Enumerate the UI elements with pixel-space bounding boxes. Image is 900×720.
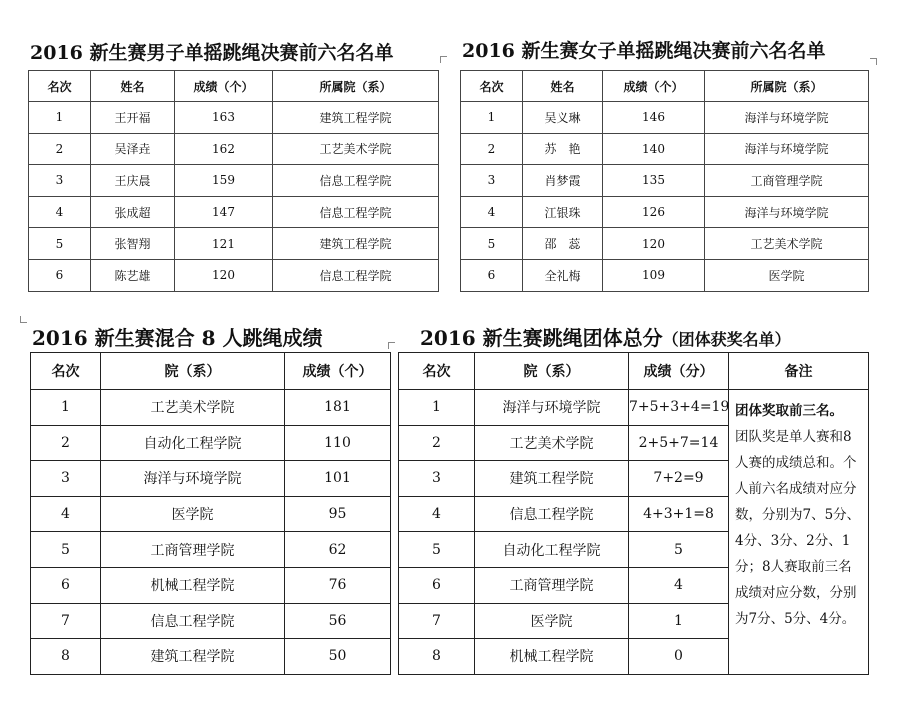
- name-cell: 陈艺雄: [91, 259, 175, 291]
- table-header-row: [399, 353, 869, 390]
- table-row: [31, 390, 391, 426]
- name-cell: 邵 蕊: [523, 228, 603, 260]
- table-row: [29, 165, 439, 197]
- score-cell: 95: [285, 496, 391, 532]
- table-row: [31, 639, 391, 675]
- mixed-table-title: 2016 新生赛混合 8 人跳绳成绩: [32, 326, 323, 350]
- score-cell: 162: [175, 133, 273, 165]
- header-rank: 名次: [399, 353, 475, 390]
- college-cell: 信息工程学院: [101, 603, 285, 639]
- men-results-table: [28, 70, 439, 292]
- college-cell: 自动化工程学院: [101, 425, 285, 461]
- score-cell: 7+2=9: [629, 461, 729, 497]
- college-cell: 海洋与环境学院: [705, 133, 869, 165]
- college-cell: 机械工程学院: [475, 639, 629, 675]
- college-cell: 工商管理学院: [101, 532, 285, 568]
- score-cell: 4+3+1=8: [629, 496, 729, 532]
- rank-cell: 6: [31, 567, 101, 603]
- table-row: [29, 196, 439, 228]
- score-cell: 163: [175, 102, 273, 134]
- team-title-main: 2016 新生赛跳绳团体总分: [420, 326, 663, 350]
- score-cell: 109: [603, 259, 705, 291]
- rank-cell: 4: [29, 196, 91, 228]
- corner-mark: [440, 56, 447, 63]
- table-row: [461, 133, 869, 165]
- women-table-title: 2016 新生赛女子单摇跳绳决赛前六名名单: [462, 40, 826, 62]
- rank-cell: 6: [29, 259, 91, 291]
- name-cell: 张成超: [91, 196, 175, 228]
- women-results-table: [460, 70, 869, 292]
- college-cell: 海洋与环境学院: [705, 102, 869, 134]
- college-cell: 机械工程学院: [101, 567, 285, 603]
- score-cell: 110: [285, 425, 391, 461]
- score-cell: 135: [603, 165, 705, 197]
- rank-cell: 1: [461, 102, 523, 134]
- college-cell: 医学院: [705, 259, 869, 291]
- name-cell: 吴义琳: [523, 102, 603, 134]
- table-row: [461, 102, 869, 134]
- score-cell: 146: [603, 102, 705, 134]
- name-cell: 张智翔: [91, 228, 175, 260]
- score-cell: 126: [603, 196, 705, 228]
- score-cell: 120: [603, 228, 705, 260]
- table-row: [29, 228, 439, 260]
- rank-cell: 5: [29, 228, 91, 260]
- college-cell: 海洋与环境学院: [101, 461, 285, 497]
- table-header-row: [461, 71, 869, 102]
- college-cell: 医学院: [101, 496, 285, 532]
- name-cell: 苏 艳: [523, 133, 603, 165]
- college-cell: 工艺美术学院: [101, 390, 285, 426]
- score-cell: 181: [285, 390, 391, 426]
- rank-cell: 8: [31, 639, 101, 675]
- name-cell: 吴泽垚: [91, 133, 175, 165]
- score-cell: 7+5+3+4=19: [629, 390, 729, 426]
- score-cell: 1: [629, 603, 729, 639]
- college-cell: 海洋与环境学院: [475, 390, 629, 426]
- rank-cell: 7: [399, 603, 475, 639]
- corner-mark: [20, 316, 27, 323]
- college-cell: 信息工程学院: [475, 496, 629, 532]
- table-row: [29, 133, 439, 165]
- college-cell: 自动化工程学院: [475, 532, 629, 568]
- table-row: [461, 196, 869, 228]
- header-rank: 名次: [29, 71, 91, 102]
- header-score: 成绩（个）: [175, 71, 273, 102]
- table-row: [461, 228, 869, 260]
- rank-cell: 3: [399, 461, 475, 497]
- rank-cell: 5: [31, 532, 101, 568]
- score-cell: 56: [285, 603, 391, 639]
- college-cell: 信息工程学院: [273, 259, 439, 291]
- college-cell: 工商管理学院: [705, 165, 869, 197]
- table-row: [31, 532, 391, 568]
- score-cell: 140: [603, 133, 705, 165]
- rank-cell: 5: [461, 228, 523, 260]
- table-row: [399, 390, 869, 426]
- men-table-title: 2016 新生赛男子单摇跳绳决赛前六名名单: [30, 42, 394, 64]
- header-college: 院（系）: [101, 353, 285, 390]
- rank-cell: 5: [399, 532, 475, 568]
- score-cell: 4: [629, 567, 729, 603]
- college-cell: 建筑工程学院: [475, 461, 629, 497]
- table-row: [31, 461, 391, 497]
- rank-cell: 1: [31, 390, 101, 426]
- score-cell: 121: [175, 228, 273, 260]
- college-cell: 建筑工程学院: [101, 639, 285, 675]
- corner-mark: [870, 58, 877, 65]
- score-cell: 159: [175, 165, 273, 197]
- rank-cell: 4: [399, 496, 475, 532]
- college-cell: 工艺美术学院: [705, 228, 869, 260]
- corner-mark: [388, 342, 395, 349]
- table-row: [29, 259, 439, 291]
- college-cell: 信息工程学院: [273, 196, 439, 228]
- header-score: 成绩（分）: [629, 353, 729, 390]
- table-header-row: [31, 353, 391, 390]
- score-cell: 120: [175, 259, 273, 291]
- table-row: [31, 425, 391, 461]
- score-cell: 62: [285, 532, 391, 568]
- college-cell: 医学院: [475, 603, 629, 639]
- table-row: [31, 496, 391, 532]
- table-row: [31, 603, 391, 639]
- college-cell: 海洋与环境学院: [705, 196, 869, 228]
- header-score: 成绩（个）: [603, 71, 705, 102]
- college-cell: 工艺美术学院: [273, 133, 439, 165]
- rank-cell: 2: [461, 133, 523, 165]
- table-row: [29, 102, 439, 134]
- rank-cell: 1: [399, 390, 475, 426]
- name-cell: 全礼梅: [523, 259, 603, 291]
- rank-cell: 2: [31, 425, 101, 461]
- score-cell: 76: [285, 567, 391, 603]
- team-title-subtitle: （团体获奖名单）: [662, 330, 791, 349]
- name-cell: 肖梦霞: [523, 165, 603, 197]
- college-cell: 建筑工程学院: [273, 102, 439, 134]
- score-cell: 147: [175, 196, 273, 228]
- rank-cell: 2: [399, 425, 475, 461]
- header-name: 姓名: [523, 71, 603, 102]
- rank-cell: 4: [31, 496, 101, 532]
- notes-headline: 团体奖取前三名。: [735, 403, 843, 419]
- rank-cell: 7: [31, 603, 101, 639]
- rank-cell: 3: [31, 461, 101, 497]
- rank-cell: 6: [461, 259, 523, 291]
- mixed-results-table: [30, 352, 391, 675]
- table-header-row: [29, 71, 439, 102]
- team-table-title: [420, 322, 791, 351]
- header-rank: 名次: [31, 353, 101, 390]
- name-cell: 王庆晨: [91, 165, 175, 197]
- rank-cell: 8: [399, 639, 475, 675]
- score-cell: 50: [285, 639, 391, 675]
- header-college: 所属院（系）: [705, 71, 869, 102]
- rank-cell: 3: [29, 165, 91, 197]
- name-cell: 王开福: [91, 102, 175, 134]
- score-cell: 5: [629, 532, 729, 568]
- rank-cell: 4: [461, 196, 523, 228]
- rank-cell: 3: [461, 165, 523, 197]
- table-row: [31, 567, 391, 603]
- notes-cell: [729, 390, 869, 675]
- header-score: 成绩（个）: [285, 353, 391, 390]
- score-cell: 0: [629, 639, 729, 675]
- college-cell: 工艺美术学院: [475, 425, 629, 461]
- table-row: [461, 165, 869, 197]
- college-cell: 信息工程学院: [273, 165, 439, 197]
- header-college: 院（系）: [475, 353, 629, 390]
- header-rank: 名次: [461, 71, 523, 102]
- table-row: [461, 259, 869, 291]
- header-college: 所属院（系）: [273, 71, 439, 102]
- name-cell: 江银珠: [523, 196, 603, 228]
- team-results-table: [398, 352, 869, 675]
- rank-cell: 2: [29, 133, 91, 165]
- rank-cell: 1: [29, 102, 91, 134]
- header-name: 姓名: [91, 71, 175, 102]
- rank-cell: 6: [399, 567, 475, 603]
- header-notes: 备注: [729, 353, 869, 390]
- notes-body: 团队奖是单人赛和8人赛的成绩总和。个人前六名成绩对应分数，分别为7、5分、4分、3分、2分、1分；8人赛取前三名成绩对应分数，分别为7分、5分、4分。: [735, 429, 861, 627]
- score-cell: 101: [285, 461, 391, 497]
- college-cell: 工商管理学院: [475, 567, 629, 603]
- score-cell: 2+5+7=14: [629, 425, 729, 461]
- college-cell: 建筑工程学院: [273, 228, 439, 260]
